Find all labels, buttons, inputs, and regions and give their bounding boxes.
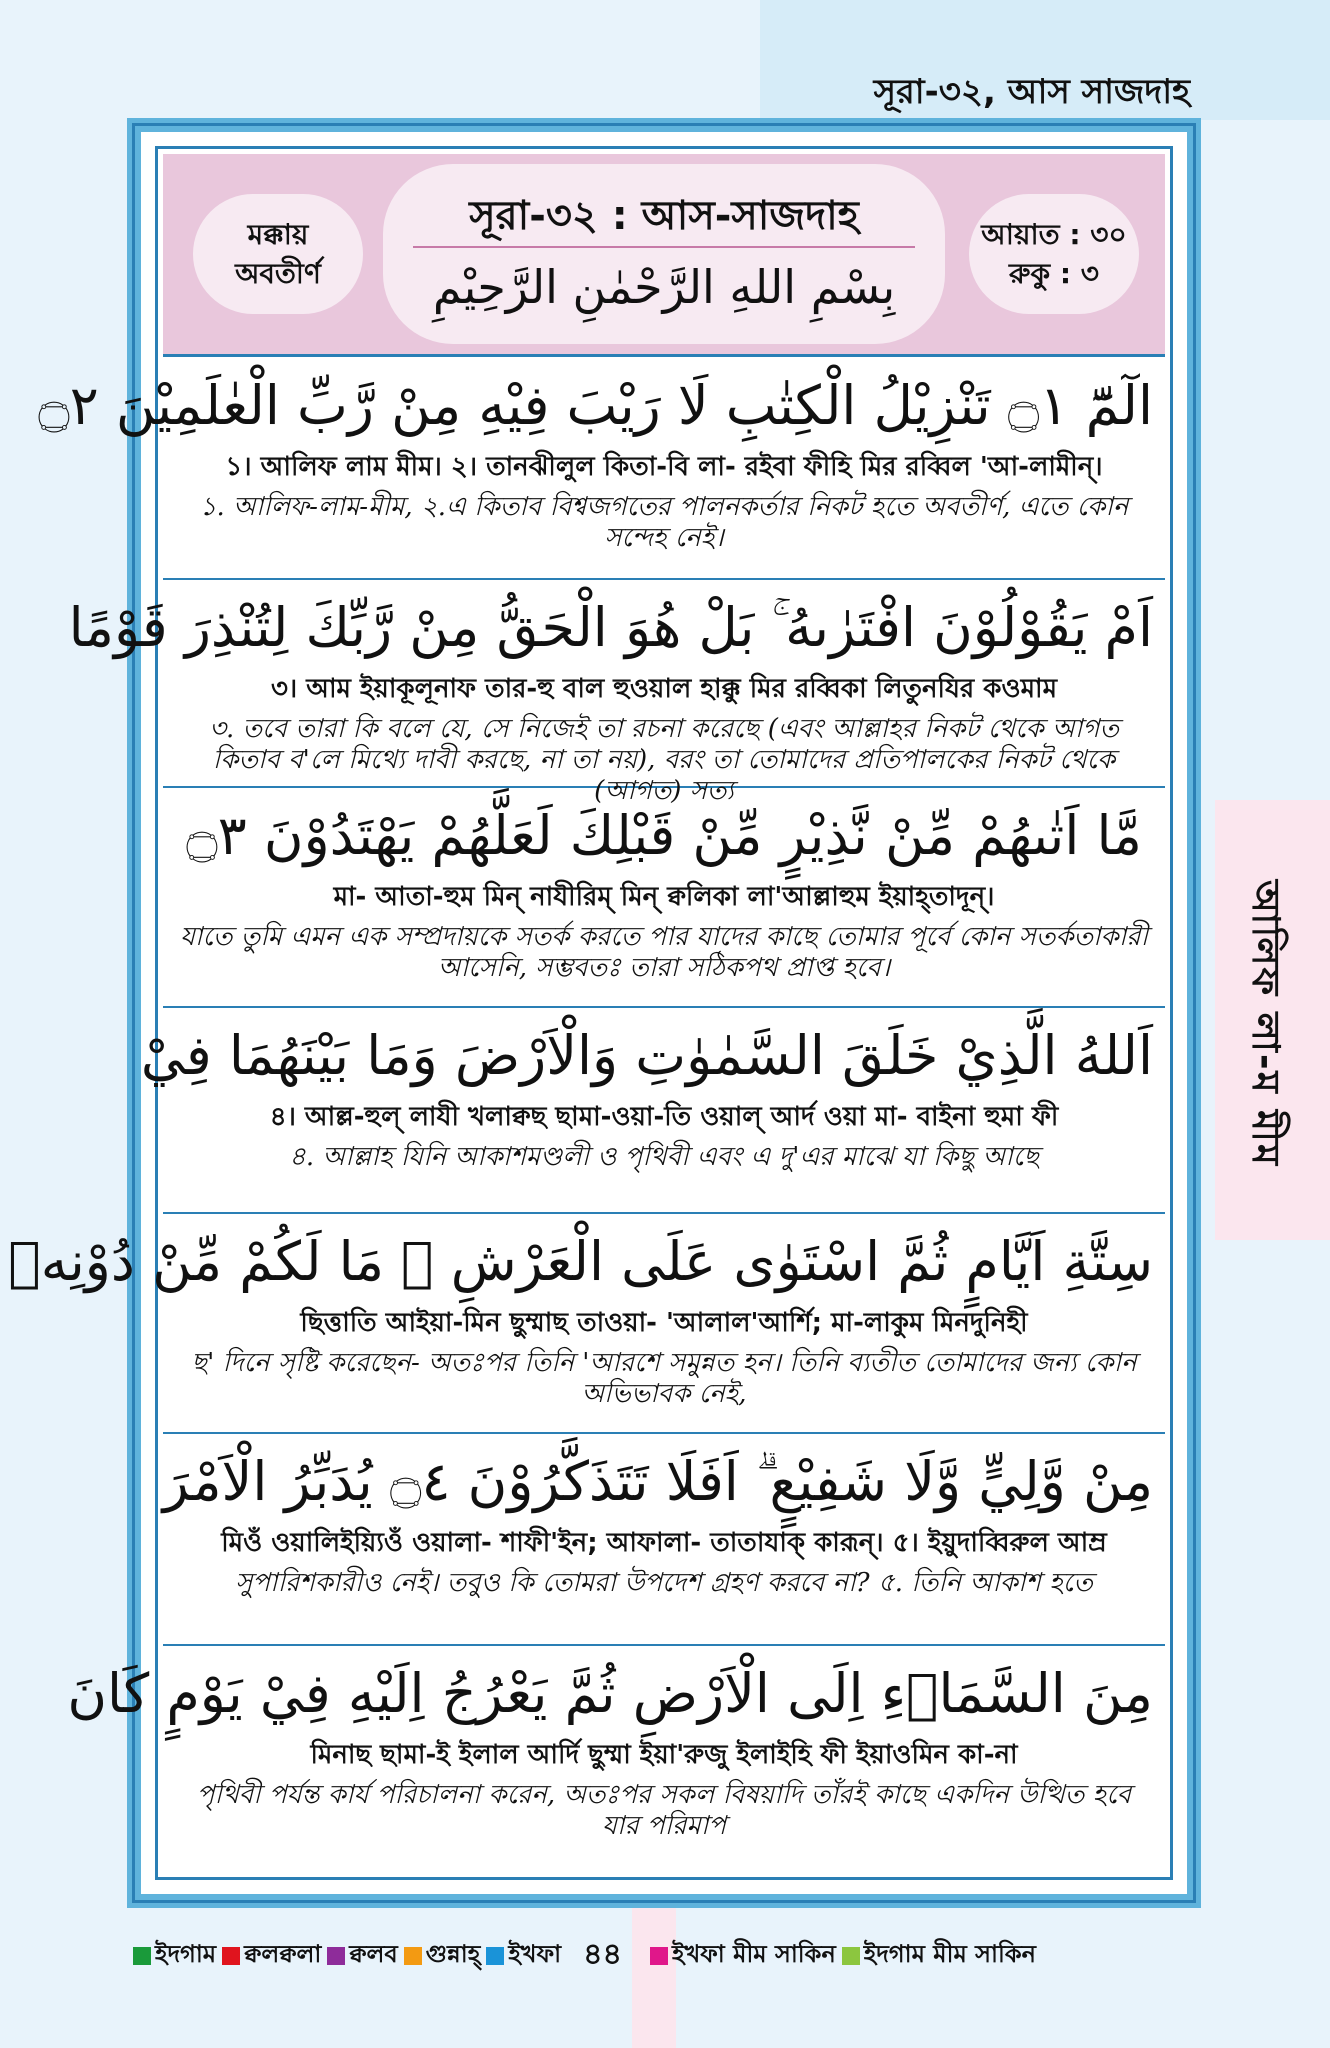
verse-block-6 xyxy=(163,1434,1165,1646)
verse-block-7 xyxy=(67,1646,1165,1876)
transliteration: ১। আলিফ লাম মীম। ২। তানঝীলুল কিতা-বি লা- রইবা ফীহি মির রব্বিল 'আ-লামীন্। xyxy=(225,451,1103,482)
legend-qalb: ক্বলব xyxy=(349,1939,398,1968)
header-divider xyxy=(413,246,915,248)
translation: ৩. তবে তারা কি বলে যে, সে নিজেই তা রচনা করেছে (এবং আল্লাহর নিকট থেকে আগত কিতাব ব'লে মিথ্যে দাবী করছে, না তা নয়), বরং তা তোমাদের প্রতিপালকের নিকট থেকে (আগত) সত্য xyxy=(209,713,1119,806)
arabic-text: اَللهُ الَّذِيْ خَلَقَ السَّمٰوٰتِ وَالْاَرْضَ وَمَا بَيْنَهُمَا فِيْ xyxy=(140,1024,1153,1087)
side-label: আলিফ লা-ম মীম xyxy=(1244,880,1288,1168)
translation: যাতে তুমি এমন এক সম্প্রদায়কে সতর্ক করতে পার যাদের কাছে তোমার পূর্বে কোন সতর্কতাকারী আসেনি, সম্ভবতঃ তারা সঠিকপথ প্রাপ্ত হবে। xyxy=(179,921,1149,983)
transliteration: মিনাছ ছামা-ই ইলাল আর্দি ছুম্মা ইয়া'রুজু ইলাইহি ফী ইয়াওমিন কা-না xyxy=(310,1739,1018,1770)
running-head: সূরা-৩২, আস সাজদাহ xyxy=(873,72,1190,112)
bismillah: بِسْمِ اللهِ الرَّحْمٰنِ الرَّحِيْمِ xyxy=(432,260,896,314)
transliteration: ছিত্তাতি আইয়া-মিন ছুম্মাছ তাওয়া- 'আলাল'আর্শি; মা-লাকুম মিনদুনিহী xyxy=(300,1307,1028,1338)
verse-block-2 xyxy=(68,580,1165,806)
transliteration: মা- আতা-হুম মিন্ নাযীরিম্ মিন্ ক্বলিকা লা'আল্লাহুম ইয়াহ্তাদূন্। xyxy=(333,881,995,912)
transliteration: ৪। আল্ল-হুল্ লাযী খলাক্বছ ছামা-ওয়া-তি ওয়াল্ আর্দ ওয়া মা- বাইনা হুমা ফী xyxy=(269,1101,1059,1132)
verse-list xyxy=(8,358,1165,1876)
ikhfa-meem-swatch xyxy=(650,1947,668,1965)
arabic-text: اَمْ يَقُوْلُوْنَ افْتَرٰىهُ ۚ بَلْ هُوَ الْحَقُّ مِنْ رَّبِّكَ لِتُنْذِرَ قَوْمًا xyxy=(68,596,1153,659)
ikhfa-swatch xyxy=(486,1947,504,1965)
revelation-line-2: অবতীর্ণ xyxy=(235,257,321,290)
page-frame xyxy=(8,118,1201,1908)
surah-title: সূরা-৩২ : আস-সাজদাহ xyxy=(469,193,859,239)
arabic-text: سِتَّةِ اَيَّامٍ ثُمَّ اسْتَوٰى عَلَى الْعَرْشِ ۗ مَا لَكُمْ مِّنْ دُوْنِهٖ xyxy=(8,1230,1153,1293)
legend-ikhfa: ইখফা xyxy=(508,1939,562,1968)
arabic-text: مِنَ السَّمَاۤءِ اِلَى الْاَرْضِ ثُمَّ يَعْرُجُ اِلَيْهِ فِيْ يَوْمٍ كَانَ xyxy=(67,1662,1153,1725)
ayat-count: আয়াত : ৩০ xyxy=(981,217,1127,251)
legend-ikhfa-meem: ইখফা মীম সাকিন xyxy=(672,1939,836,1968)
qalb-swatch xyxy=(327,1947,345,1965)
arabic-text: الٓمّٓ ۝١ تَنْزِيْلُ الْكِتٰبِ لَا رَيْبَ فِيْهِ مِنْ رَّبِّ الْعٰلَمِيْنَ ۝٢ xyxy=(38,374,1153,437)
tajweed-legend xyxy=(127,1930,1207,1981)
translation: ১. আলিফ-লাম-মীম, ২.এ কিতাব বিশ্বজগতের পালনকর্তার নিকট হতে অবতীর্ণ, এতে কোন সন্দেহ নেই। xyxy=(199,491,1129,553)
legend-ghunnah: গুন্নাহ্ xyxy=(425,1939,481,1968)
transliteration: ৩। আম ইয়াকূলূনাফ তার-হু বাল হুওয়াল হাক্কু মির রব্বিকা লিতুনযির কওমাম xyxy=(270,673,1058,704)
translation: সুপারিশকারীও নেই। তবুও কি তোমরা উপদেশ গ্রহণ করবে না? ৫. তিনি আকাশ হতে xyxy=(235,1567,1093,1598)
revelation-place xyxy=(193,194,363,314)
arabic-text: مَّا اَتٰىهُمْ مِّنْ نَّذِيْرٍ مِّنْ قَبْلِكَ لَعَلَّهُمْ يَهْتَدُوْنَ ۝٣ xyxy=(186,804,1142,867)
transliteration: মিওঁ ওয়ালিইয়্যিওঁ ওয়ালা- শাফী'ইন; আফালা- তাতাযাক্ কারূন্। ৫। ইয়ুদাব্বিরুল আম্র xyxy=(221,1527,1107,1558)
idgham-swatch xyxy=(133,1947,151,1965)
translation: ৪. আল্লাহ যিনি আকাশমণ্ডলী ও পৃথিবী এবং এ দু'এর মাঝে যা কিছু আছে xyxy=(288,1141,1040,1172)
verse-block-3 xyxy=(163,788,1165,1008)
legend-idgham-meem: ইদগাম মীম সাকিন xyxy=(863,1939,1036,1968)
verse-block-5 xyxy=(8,1214,1165,1434)
idgham-meem-swatch xyxy=(842,1947,860,1965)
arabic-text: مِنْ وَّلِيٍّ وَّلَا شَفِيْعٍ ۗ اَفَلَا تَتَذَكَّرُوْنَ ۝٤ يُدَبِّرُ الْاَمْرَ xyxy=(162,1450,1153,1513)
page-number: ৪৪ xyxy=(583,1937,623,1972)
surah-header xyxy=(163,154,1165,357)
translation: ছ' দিনে সৃষ্টি করেছেন- অতঃপর তিনি 'আরশে সমুন্নত হন। তিনি ব্যতীত তোমাদের জন্য কোন অভিভাবক নেই, xyxy=(191,1347,1137,1409)
legend-qalqala: ক্বলক্বলা xyxy=(244,1939,322,1968)
translation: পৃথিবী পর্যন্ত কার্য পরিচালনা করেন, অতঃপর সকল বিষয়াদি তাঁরই কাছে একদিন উত্থিত হবে যার পরিমাপ xyxy=(196,1779,1132,1841)
verse-block-4 xyxy=(140,1008,1165,1214)
legend-idgham: ইদগাম xyxy=(155,1939,217,1968)
ruku-count: রুকু : ৩ xyxy=(1009,257,1099,290)
ghunnah-swatch xyxy=(404,1947,422,1965)
qalqala-swatch xyxy=(222,1947,240,1965)
revelation-line-1: মক্কায় xyxy=(247,217,309,251)
verse-block-1 xyxy=(38,358,1165,580)
surah-stats xyxy=(969,194,1139,314)
header-center-panel xyxy=(383,164,945,344)
